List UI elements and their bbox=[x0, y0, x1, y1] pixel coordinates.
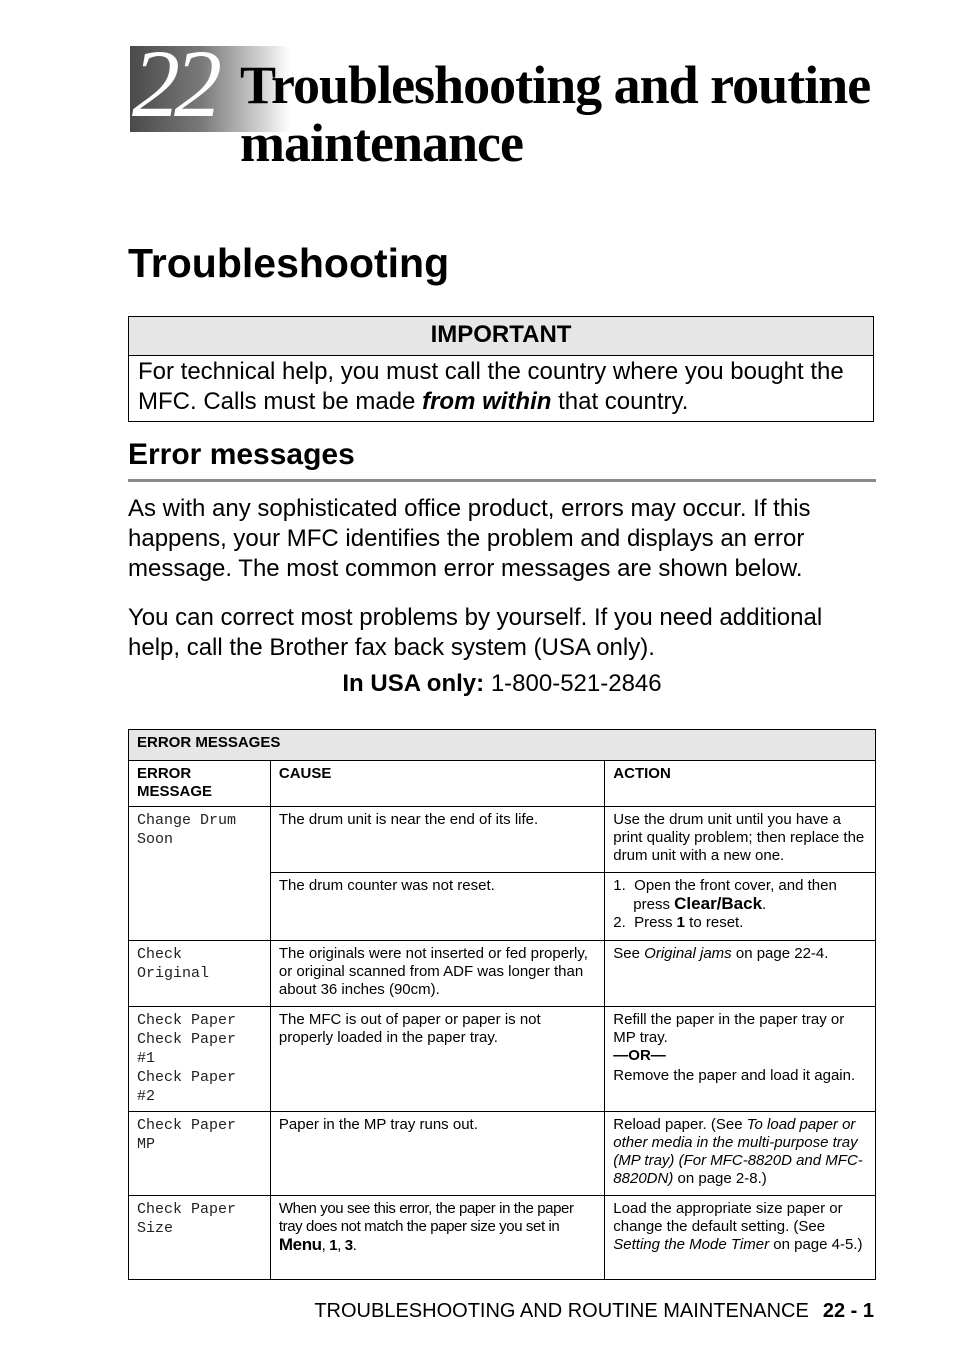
cross-reference: Original jams bbox=[644, 945, 732, 962]
action-step bbox=[613, 877, 867, 914]
table-row bbox=[129, 941, 876, 1007]
error-cause bbox=[270, 1196, 604, 1280]
separator: , bbox=[321, 1237, 330, 1254]
subsection-heading: Error messages bbox=[128, 438, 355, 471]
error-message-line: Check Paper #1 bbox=[137, 1031, 237, 1067]
action-text: Load the appropriate size paper or change the default setting. (See bbox=[613, 1200, 843, 1235]
key-label: Menu bbox=[278, 1235, 322, 1254]
error-messages-table bbox=[128, 729, 876, 1280]
step-number: 2. bbox=[613, 914, 626, 931]
error-cause: The originals were not inserted or fed properly, or original scanned from ADF was longer than about 36 inches (90cm). bbox=[270, 941, 604, 1007]
table-row bbox=[129, 1007, 876, 1112]
cross-reference: Setting the Mode Timer bbox=[613, 1236, 770, 1253]
column-header-error-message: ERROR MESSAGE bbox=[129, 761, 271, 807]
error-message: Check Original bbox=[129, 941, 271, 1007]
error-action bbox=[605, 1007, 876, 1112]
action-text: on page 22-4. bbox=[731, 945, 829, 962]
footer-title: TROUBLESHOOTING AND ROUTINE MAINTENANCE bbox=[314, 1300, 809, 1322]
error-cause: The drum unit is near the end of its life. bbox=[270, 807, 604, 873]
action-text: Refill the paper in the paper tray or MP tray. bbox=[613, 1011, 845, 1046]
error-message: Check Paper Size bbox=[129, 1196, 271, 1280]
step-end: to reset. bbox=[685, 914, 744, 931]
error-message: Check Paper MP bbox=[129, 1112, 271, 1196]
step-text: Open the front cover, and then press bbox=[633, 877, 837, 913]
usa-label: In USA only: bbox=[342, 670, 485, 697]
important-text-end: that country. bbox=[551, 388, 689, 415]
chapter-number: 22 bbox=[132, 30, 216, 137]
column-header-cause: CAUSE bbox=[270, 761, 604, 807]
page-number: 22 - 1 bbox=[822, 1300, 874, 1322]
usa-phone-line bbox=[0, 670, 954, 698]
key-label: 1 bbox=[329, 1237, 338, 1254]
cross-reference: To load paper or other media in the multi-purpose tray (MP tray) (For MFC-8820D and MFC-8820DN) bbox=[613, 1116, 863, 1187]
error-message-line: Check Paper bbox=[137, 1012, 237, 1029]
chapter-title: Troubleshooting and routine maintenance bbox=[240, 55, 871, 173]
action-step bbox=[613, 914, 867, 932]
error-cause: The drum counter was not reset. bbox=[270, 873, 604, 941]
important-text-start: For technical help, you must call the country where you bought the MFC. Calls must be made bbox=[138, 358, 844, 415]
table-row bbox=[129, 807, 876, 873]
error-action bbox=[605, 1112, 876, 1196]
key-label: 3 bbox=[344, 1237, 353, 1254]
cause-end: . bbox=[352, 1237, 357, 1254]
important-text bbox=[129, 356, 873, 418]
action-text: on page 4-5.) bbox=[769, 1236, 863, 1253]
cause-text: When you see this error, the paper in the paper tray does not match the paper size you set in bbox=[278, 1200, 574, 1235]
step-end: . bbox=[762, 896, 767, 913]
error-message bbox=[129, 1007, 271, 1112]
important-notice bbox=[128, 316, 874, 422]
or-separator: —OR— bbox=[613, 1047, 666, 1064]
column-header-action: ACTION bbox=[605, 761, 876, 807]
error-action bbox=[605, 1196, 876, 1280]
error-cause: Paper in the MP tray runs out. bbox=[270, 1112, 604, 1196]
error-message-line: Check Paper #2 bbox=[137, 1069, 237, 1105]
error-action: Use the drum unit until you have a print quality problem; then replace the drum unit with a new one. bbox=[605, 807, 876, 873]
page-footer bbox=[314, 1300, 874, 1323]
action-text: Remove the paper and load it again. bbox=[613, 1067, 856, 1084]
step-text: Press bbox=[634, 914, 677, 931]
error-message: Change Drum Soon bbox=[129, 807, 271, 941]
key-label: 1 bbox=[676, 914, 686, 931]
important-emphasis: from within bbox=[422, 388, 552, 415]
step-number: 1. bbox=[613, 877, 626, 894]
key-label: Clear/Back bbox=[674, 894, 763, 913]
table-title: ERROR MESSAGES bbox=[129, 730, 876, 761]
section-heading: Troubleshooting bbox=[128, 240, 450, 286]
action-text: Reload paper. (See bbox=[613, 1116, 747, 1133]
help-paragraph: You can correct most problems by yourself. If you need additional help, call the Brother fax back system (USA only). bbox=[128, 604, 823, 661]
table-row bbox=[129, 1112, 876, 1196]
error-cause: The MFC is out of paper or paper is not properly loaded in the paper tray. bbox=[270, 1007, 604, 1112]
error-action bbox=[605, 941, 876, 1007]
separator: , bbox=[337, 1237, 345, 1254]
intro-paragraph: As with any sophisticated office product, errors may occur. If this happens, your MFC identifies the problem and displays an error message. The most common error messages are shown below. bbox=[128, 495, 811, 582]
error-action bbox=[605, 873, 876, 941]
action-text: on page 2-8.) bbox=[673, 1170, 767, 1187]
usa-phone-number: 1-800-521-2846 bbox=[490, 670, 662, 697]
action-text: See bbox=[613, 945, 645, 962]
important-heading: IMPORTANT bbox=[129, 317, 873, 356]
table-row bbox=[129, 1196, 876, 1280]
heading-rule bbox=[128, 479, 876, 482]
